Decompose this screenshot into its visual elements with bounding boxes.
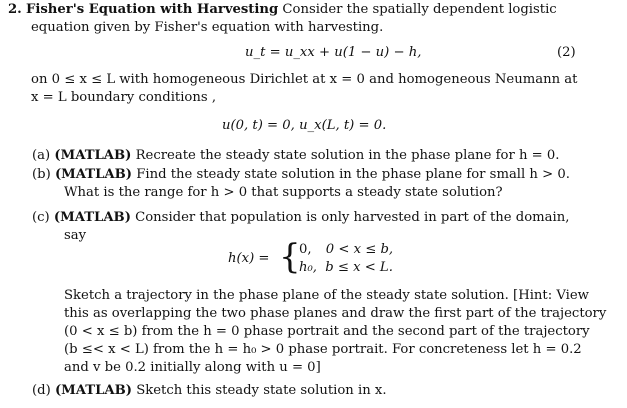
part-c-text1: Consider that population is only harvested in part of the domain, — [135, 210, 570, 225]
part-c-sketch-2: this as overlapping the two phase planes and draw the first part of the trajectory — [64, 306, 607, 321]
case-2-value: h₀, — [299, 260, 317, 275]
part-c-sketch-1: Sketch a trajectory in the phase plane of the steady state solution. [Hint: View — [64, 288, 589, 303]
domain-line1: on 0 ≤ x ≤ L with homogeneous Dirichlet at x = 0 and homogeneous Neumann at — [31, 72, 578, 87]
problem-intro-line2: equation given by Fisher's equation with harvesting. — [31, 20, 384, 35]
part-c-label: (c) — [32, 210, 50, 225]
part-d-label: (d) — [32, 383, 51, 398]
part-b-text1: Find the steady state solution in the phase plane for small h > 0. — [136, 167, 570, 182]
part-b-text2: What is the range for h > 0 that supports a steady state solution? — [64, 185, 503, 200]
part-d-text: Sketch this steady state solution in x. — [136, 383, 387, 398]
h-of-x-lhs: h(x) = — [228, 251, 270, 266]
part-b-tag: (MATLAB) — [54, 167, 132, 182]
part-c-sketch-3: (0 < x ≤ b) from the h = 0 phase portrait and the second part of the trajectory — [64, 324, 590, 339]
part-b-label: (b) — [32, 167, 51, 182]
boundary-conditions: u(0, t) = 0, u_x(L, t) = 0. — [222, 118, 387, 133]
part-c-sketch-4: (b ≤< x < L) from the h = h₀ > 0 phase portrait. For concreteness let h = 0.2 — [64, 342, 582, 357]
domain-line2: x = L boundary conditions , — [31, 90, 217, 105]
part-a — [32, 147, 560, 164]
part-d-tag: (MATLAB) — [54, 383, 132, 398]
part-c-sketch-5: and v be 0.2 initially along with u = 0] — [64, 360, 321, 375]
case-1-value: 0, — [299, 242, 312, 257]
left-brace: { — [279, 237, 301, 277]
part-c-tag: (MATLAB) — [53, 210, 131, 225]
case-1 — [299, 241, 393, 258]
case-2 — [299, 259, 393, 276]
part-a-tag: (MATLAB) — [54, 148, 132, 163]
problem-intro: Consider the spatially dependent logistic — [282, 2, 557, 17]
part-d — [32, 382, 387, 399]
case-1-condition: 0 < x ≤ b, — [325, 242, 394, 257]
part-c — [32, 209, 569, 226]
equation-number: (2) — [557, 45, 576, 60]
part-b — [32, 166, 570, 183]
part-c-text2: say — [64, 228, 87, 243]
fisher-equation: u_t = u_xx + u(1 − u) − h, — [245, 45, 422, 60]
part-a-label: (a) — [32, 148, 51, 163]
problem-title: Fisher's Equation with Harvesting — [25, 2, 279, 17]
part-a-text: Recreate the steady state solution in the phase plane for h = 0. — [135, 148, 560, 163]
problem-number: 2. — [8, 2, 22, 17]
problem-header — [8, 1, 557, 18]
case-2-condition: b ≤ x < L. — [325, 260, 393, 275]
